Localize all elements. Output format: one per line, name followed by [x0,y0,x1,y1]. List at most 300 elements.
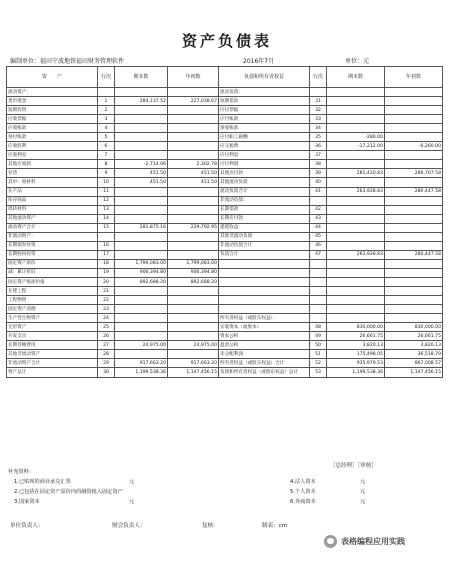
note-1-unit: 元 [129,479,135,485]
asset-name-cell: 流动资产合计 [7,223,98,232]
asset-begin-cell [168,205,219,214]
table-row [7,341,443,350]
asset-end-cell: 1,799,083.00 [115,259,168,268]
liability-end-cell [327,296,385,305]
asset-name-cell: 周转材料 [7,205,98,214]
note-1: 1.已贴现的商业承兑汇票 [14,479,71,485]
note-3: 3.国家资本 [14,499,40,505]
asset-line-cell: 1 [98,97,115,106]
liability-end-cell [327,160,385,169]
table-row [7,178,443,187]
asset-end-cell [115,133,168,142]
liability-name-cell [219,268,310,277]
liability-begin-cell [385,124,443,133]
asset-name-cell: 工程物资 [7,296,98,305]
asset-end-cell: 892,688.20 [115,277,168,286]
table-row [7,196,443,205]
asset-end-cell [115,205,168,214]
asset-end-cell: 451.50 [115,169,168,178]
liability-end-cell [327,151,385,160]
asset-end-cell [115,187,168,196]
liability-begin-cell: 280,447.58 [385,187,443,196]
asset-begin-cell [168,332,219,341]
liability-line-cell: 36 [310,142,327,151]
table-row [7,314,443,323]
liability-end-cell [327,277,385,286]
liability-begin-cell [385,314,443,323]
asset-line-cell: 9 [98,169,115,178]
liability-end-cell: -17,212.00 [327,142,385,151]
asset-begin-cell: 917,663.20 [168,359,219,368]
note-5: 5.个人资本 [290,489,316,495]
asset-line-cell: 12 [98,196,115,205]
liability-name-cell: 资本公积 [219,332,310,341]
asset-line-cell: 5 [98,133,115,142]
asset-name-cell: 生产性生物资产 [7,314,98,323]
column-header-asset-line: 行次 [98,67,115,88]
asset-line-cell: 15 [98,223,115,232]
currency-unit: 单位：元 [345,58,370,65]
liability-line-cell: 34 [310,124,327,133]
asset-name-cell: 其他非流动资产 [7,350,98,359]
liability-name-cell: 其他非流动负债 [219,232,310,241]
report-date: 2016年7月 [243,58,275,65]
liability-end-cell [327,287,385,296]
report-title: 资产负债表 [181,32,272,50]
asset-line-cell: 7 [98,151,115,160]
asset-name-cell: 固定资产账面价值 [7,277,98,286]
table-row [7,277,443,286]
liability-line-cell [310,305,327,314]
asset-begin-cell [168,151,219,160]
asset-name-cell: 无形资产 [7,323,98,332]
liability-name-cell: 流动负债： [219,88,310,97]
table-row [7,287,443,296]
asset-end-cell [115,296,168,305]
table-row [7,187,443,196]
asset-name-cell: 应收股利 [7,142,98,151]
asset-begin-cell [168,124,219,133]
asset-begin-cell [168,187,219,196]
liability-begin-cell [385,259,443,268]
asset-end-cell [115,142,168,151]
asset-line-cell: 22 [98,296,115,305]
liability-line-cell: 45 [310,232,327,241]
asset-line-cell: 19 [98,268,115,277]
liability-line-cell [310,277,327,286]
wechat-icon [324,535,337,548]
liability-begin-cell [385,268,443,277]
asset-begin-cell [168,88,219,97]
liability-begin-cell [385,223,443,232]
liability-name-cell: 递延收益 [219,223,310,232]
asset-begin-cell [168,214,219,223]
asset-end-cell: 451.50 [115,178,168,187]
asset-begin-cell [168,232,219,241]
notes-block [14,478,314,518]
asset-end-cell [115,241,168,250]
liability-begin-cell [385,287,443,296]
asset-begin-cell: 229,792.95 [168,223,219,232]
table-row [7,259,443,268]
column-header-liability-end: 期末数 [327,67,385,88]
asset-begin-cell [168,241,219,250]
note-4: 4.法人资本 [290,479,316,485]
liability-begin-cell [385,196,443,205]
asset-line-cell [98,88,115,97]
asset-begin-cell: 24,975.00 [168,341,219,350]
asset-begin-cell [168,250,219,259]
asset-begin-cell [168,133,219,142]
footer-finance-head: 财会负责人： [112,523,146,529]
asset-name-cell: 开发支出 [7,332,98,341]
table-row [7,151,443,160]
note-2: 2.已包括在固定资产原价内的融资租入固定资产 [14,489,123,495]
asset-end-cell: -2,714.06 [115,160,168,169]
asset-end-cell [115,151,168,160]
table-row [7,223,443,232]
asset-name-cell: 应收账款 [7,124,98,133]
asset-end-cell [115,287,168,296]
asset-begin-cell [168,196,219,205]
asset-begin-cell: 227,038.67 [168,97,219,106]
liability-name-cell [219,305,310,314]
asset-line-cell: 17 [98,250,115,259]
asset-begin-cell [168,305,219,314]
table-header-row [7,67,443,88]
liability-end-cell [327,214,385,223]
liability-name-cell [219,259,310,268]
compiling-unit-name: 福田宁波地铁福田财务管理软件 [40,58,125,65]
table-row [7,323,443,332]
asset-name-cell: 长期债券投资 [7,241,98,250]
liability-line-cell: 31 [310,97,327,106]
asset-line-cell: 21 [98,287,115,296]
liability-line-cell: 40 [310,178,327,187]
column-header-liability-line: 行次 [310,67,327,88]
asset-name-cell: 固定资产清理 [7,305,98,314]
liability-line-cell: 42 [310,205,327,214]
column-header-asset-name: 资 产 [7,67,98,88]
liability-line-cell: 48 [310,323,327,332]
asset-begin-cell [168,296,219,305]
notes-heading: 补充资料： [8,469,34,475]
column-header-liability-begin: 年初数 [385,67,443,88]
asset-end-cell [115,196,168,205]
liability-begin-cell [385,133,443,142]
asset-name-cell: 预付账款 [7,133,98,142]
liability-begin-cell [385,232,443,241]
table-row [7,359,443,368]
liability-name-cell: 其他流动负债 [219,178,310,187]
asset-begin-cell: 1,799,083.00 [168,259,219,268]
liability-name-cell: 长期应付款 [219,214,310,223]
asset-end-cell [115,305,168,314]
asset-end-cell [115,250,168,259]
liability-name-cell [219,296,310,305]
note-3-unit: 元 [129,499,135,505]
asset-line-cell: 29 [98,359,115,368]
liability-line-cell: 46 [310,241,327,250]
asset-begin-cell [168,287,219,296]
asset-name-cell: 在建工程 [7,287,98,296]
table-row [7,97,443,106]
asset-name-cell: 长期股权投资 [7,250,98,259]
asset-begin-cell: 451.50 [168,178,219,187]
asset-name-cell: 非流动资产合计 [7,359,98,368]
asset-name-cell: 应收利息 [7,151,98,160]
liability-line-cell: 53 [310,368,327,377]
liability-begin-cell: 280,447.58 [385,250,443,259]
liability-begin-cell [385,97,443,106]
liability-name-cell: 应交税费 [219,142,310,151]
liability-name-cell: 短期借款 [219,97,310,106]
liability-name-cell: 应付利润 [219,160,310,169]
table-row [7,332,443,341]
liability-name-cell [219,287,310,296]
liability-line-cell [310,268,327,277]
liability-end-cell [327,268,385,277]
liability-end-cell [327,305,385,314]
liability-name-cell: 实收资本（或股本） [219,323,310,332]
liability-name-cell [219,277,310,286]
asset-name-cell: 固定资产原价 [7,259,98,268]
liability-end-cell: 3,820.13 [327,341,385,350]
liability-line-cell: 44 [310,223,327,232]
liability-begin-cell: 36,518.79 [385,350,443,359]
liability-end-cell [327,232,385,241]
column-header-asset-begin: 年初数 [168,67,219,88]
liability-begin-cell: 1,147,456.15 [385,368,443,377]
note-4-unit: 元 [360,479,366,485]
asset-begin-cell [168,350,219,359]
table-row [7,169,443,178]
liability-begin-cell: 286,707.58 [385,169,443,178]
liability-name-cell: 非流动负债： [219,196,310,205]
asset-line-cell: 2 [98,106,115,115]
liability-line-cell: 49 [310,332,327,341]
liability-line-cell: 35 [310,133,327,142]
liability-end-cell: 175,498.05 [327,350,385,359]
liability-name-cell: 非流动负债合计 [219,241,310,250]
asset-begin-cell [168,115,219,124]
asset-begin-cell [168,314,219,323]
liability-end-cell: 263,928.83 [327,187,385,196]
asset-begin-cell: 892,688.20 [168,277,219,286]
liability-end-cell [327,205,385,214]
asset-name-cell: 货币资金 [7,97,98,106]
liability-line-cell [310,287,327,296]
liability-end-cell [327,115,385,124]
table-row [7,142,443,151]
table-row [7,205,443,214]
note-5-unit: 元 [360,489,366,495]
liability-end-cell [327,88,385,97]
liability-begin-cell [385,305,443,314]
asset-line-cell: 20 [98,277,115,286]
asset-name-cell: 应收票据 [7,115,98,124]
footer-preparer: 制表：cm [262,523,288,529]
asset-name-cell: 短期投资 [7,106,98,115]
table-row [7,88,443,97]
liability-line-cell [310,259,327,268]
liability-begin-cell [385,296,443,305]
liability-begin-cell [385,205,443,214]
liability-line-cell: 39 [310,169,327,178]
liability-end-cell: 830,000.00 [327,323,385,332]
asset-begin-cell [168,106,219,115]
liability-begin-cell [385,106,443,115]
asset-begin-cell: 1,147,456.15 [168,368,219,377]
asset-line-cell: 27 [98,341,115,350]
liability-name-cell: 负债和所有者权益（或股东权益）总计 [219,368,310,377]
liability-line-cell: 50 [310,341,327,350]
asset-end-cell: 284,137.52 [115,97,168,106]
liability-begin-cell: 26,661.75 [385,332,443,341]
table-row [7,232,443,241]
asset-line-cell: 18 [98,259,115,268]
approval-stamp: ［总经理］［审核］ [330,463,377,469]
liability-end-cell [327,223,385,232]
asset-line-cell: 8 [98,160,115,169]
asset-end-cell [115,323,168,332]
asset-end-cell [115,232,168,241]
liability-end-cell: 263,928.83 [327,250,385,259]
asset-name-cell: 流动资产： [7,88,98,97]
liability-name-cell: 长期借款 [219,205,310,214]
liability-end-cell: -280.00 [327,133,385,142]
footer-unit-head: 单位负责人： [10,523,44,529]
liability-line-cell: 51 [310,350,327,359]
table-row [7,115,443,124]
liability-end-cell [327,314,385,323]
liability-end-cell [327,97,385,106]
liability-begin-cell [385,277,443,286]
notes-capital-block [290,478,440,518]
liability-name-cell: 应付票据 [219,106,310,115]
note-6: 6.外商资本 [290,499,316,505]
balance-sheet-table [6,66,443,378]
liability-begin-cell [385,241,443,250]
liability-line-cell [310,88,327,97]
table-row [7,250,443,259]
asset-name-cell: 库存商品 [7,196,98,205]
liability-begin-cell: 867,008.57 [385,359,443,368]
asset-end-cell: 1,199,538.36 [115,368,168,377]
liability-end-cell: 935,979.53 [327,359,385,368]
asset-begin-cell [168,142,219,151]
asset-end-cell: 917,663.20 [115,359,168,368]
watermark-text: 表格编程应用实践 [341,537,405,546]
liability-name-cell: 所有者权益（或股东权益）： [219,314,310,323]
table-row [7,133,443,142]
table-row [7,296,443,305]
liability-line-cell: 32 [310,106,327,115]
table-row [7,124,443,133]
liability-line-cell: 37 [310,151,327,160]
liability-name-cell: 负债合计 [219,250,310,259]
liability-begin-cell [385,160,443,169]
liability-begin-cell [385,214,443,223]
liability-end-cell [327,241,385,250]
asset-line-cell: 10 [98,178,115,187]
asset-line-cell: 16 [98,241,115,250]
table-row [7,106,443,115]
asset-name-cell: 其他应收款 [7,160,98,169]
liability-name-cell: 盈余公积 [219,341,310,350]
asset-line-cell: 6 [98,142,115,151]
liability-name-cell: 所有者权益（或股东权益）合计 [219,359,310,368]
asset-line-cell: 11 [98,187,115,196]
asset-end-cell [115,115,168,124]
liability-end-cell [327,124,385,133]
compiling-unit-label: 编制单位： [10,58,41,65]
asset-begin-cell: 451.50 [168,169,219,178]
liability-name-cell: 应付账款 [219,115,310,124]
liability-line-cell: 52 [310,359,327,368]
liability-begin-cell [385,88,443,97]
table-row [7,350,443,359]
liability-name-cell: 预收账款 [219,124,310,133]
liability-begin-cell: 3,820.13 [385,341,443,350]
asset-line-cell: 30 [98,368,115,377]
liability-name-cell: 其他应付款 [219,169,310,178]
asset-begin-cell [168,323,219,332]
compiling-unit [10,56,124,65]
asset-line-cell: 4 [98,124,115,133]
liability-end-cell [327,178,385,187]
asset-end-cell [115,88,168,97]
liability-end-cell [327,106,385,115]
liability-line-cell [310,314,327,323]
liability-line-cell: 43 [310,214,327,223]
asset-line-cell: 3 [98,115,115,124]
table-row [7,268,443,277]
column-header-liability-name: 负债和所有者权益 [219,67,310,88]
asset-name-cell: 存货 [7,169,98,178]
watermark [324,535,405,548]
table-row [7,305,443,314]
liability-line-cell [310,196,327,205]
liability-begin-cell: 830,000.00 [385,323,443,332]
asset-begin-cell: 906,394.80 [168,268,219,277]
asset-name-cell: 在产品 [7,187,98,196]
asset-begin-cell: 2,302.78 [168,160,219,169]
table-row [7,160,443,169]
liability-line-cell: 38 [310,160,327,169]
table-row [7,241,443,250]
asset-end-cell [115,124,168,133]
asset-name-cell: 减：累计折旧 [7,268,98,277]
table-row [7,368,443,377]
footer-reviewer: 复核： [202,523,219,529]
liability-end-cell: 26,661.75 [327,332,385,341]
asset-end-cell: 281,875.16 [115,223,168,232]
asset-end-cell: 24,975.00 [115,341,168,350]
asset-line-cell: 26 [98,332,115,341]
liability-line-cell: 47 [310,250,327,259]
asset-end-cell [115,332,168,341]
asset-name-cell: 其中：原材料 [7,178,98,187]
asset-line-cell: 13 [98,205,115,214]
asset-name-cell: 非流动资产： [7,232,98,241]
asset-line-cell: 14 [98,214,115,223]
liability-name-cell: 未分配利润 [219,350,310,359]
asset-end-cell [115,314,168,323]
asset-end-cell [115,214,168,223]
liability-begin-cell [385,115,443,124]
table-row [7,214,443,223]
